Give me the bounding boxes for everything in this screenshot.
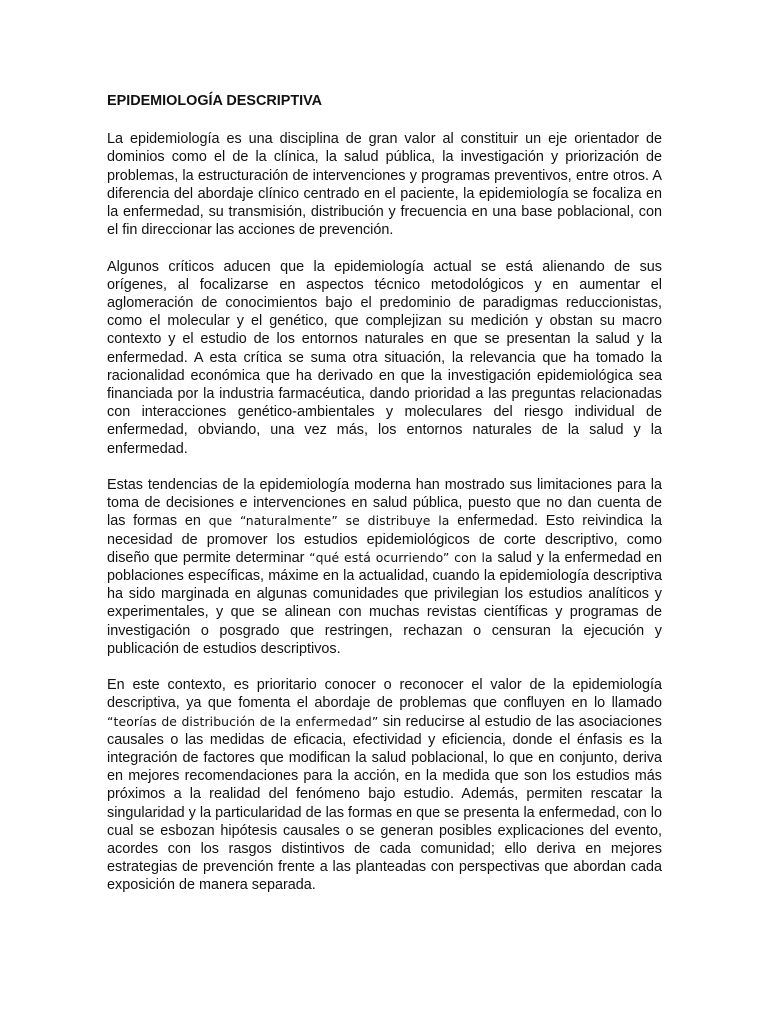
paragraph-3-text-c: salud y la enfermedad en poblaciones específicas, máxime en la actualidad, cuando la epidemiología descriptiva ha sido marginada en algunas comunidades que privilegian los estudios analíticos y experimentales, y que se alinean con muchas revistas científicas y programas de investigación o posgrado que restringen, rechazan o censuran la ejecución y publicación de estudios descriptivos. bbox=[107, 549, 662, 657]
document-page bbox=[107, 92, 662, 913]
document-title: EPIDEMIOLOGÍA DESCRIPTIVA bbox=[107, 93, 323, 109]
paragraph-3-text-a: Estas tendencias de la epidemiología moderna han mostrado sus limitaciones para la toma de decisiones e intervenciones en salud pública, puesto que no dan cuenta de las formas en bbox=[107, 477, 662, 530]
paragraph-4 bbox=[107, 676, 662, 894]
paragraph-3-quote-b: “qué está ocurriendo” con la bbox=[309, 549, 493, 565]
paragraph-4-text-a: En este contexto, es prioritario conocer o reconocer el valor de la epidemiología descriptiva, ya que fomenta el abordaje de problemas que confluyen en lo llamado bbox=[107, 677, 662, 712]
paragraph-4-text-b: sin reducirse al estudio de las asociaciones causales o las medidas de eficacia, efectividad y eficiencia, donde el énfasis es la integración de factores que modifican la salud poblacional, lo que en conjunto, deriva en mejores recomendaciones para la acción, en la medida que son los estudios más próximos a la realidad del fenómeno bajo estudio. Además, permiten rescatar la singularidad y la particularidad de las formas en que se presenta la enfermedad, con lo cual se esbozan hipótesis causales o se generan posibles explicaciones del evento, acordes con los rasgos distintivos de cada comunidad; ello deriva en mejores estrategias de prevención frente a las planteadas con perspectivas que abordan cada exposición de manera separada. bbox=[107, 713, 662, 894]
paragraph-4-quote: “teorías de distribución de la enfermedad” bbox=[107, 713, 379, 729]
paragraph-3-text-b: enfermedad. Esto reivindica la necesidad de promover los estudios epidemiológicos de corte descriptivo, como diseño que permite determinar bbox=[107, 513, 662, 566]
paragraph-3 bbox=[107, 476, 662, 658]
paragraph-1: La epidemiología es una disciplina de gran valor al constituir un eje orientador de dominios como el de la clínica, la salud pública, la investigación y priorización de problemas, la estructuración de intervenciones y programas preventivos, entre otros. A diferencia del abordaje clínico centrado en el paciente, la epidemiología se focaliza en la enfermedad, su transmisión, distribución y frecuencia en una base poblacional, con el fin direccionar las acciones de prevención. bbox=[107, 131, 662, 239]
paragraph-3-quote-a: que “naturalmente” se distribuye la bbox=[208, 513, 450, 529]
paragraph-2: Algunos críticos aducen que la epidemiología actual se está alienando de sus orígenes, al focalizarse en aspectos técnico metodológicos y en aumentar el aglomeración de conocimientos bajo el predominio de paradigmas reduccionistas, como el molecular y el genético, que complejizan su medición y obstan su macro contexto y el estudio de los entornos naturales en que se presentan la salud y la enfermedad. A esta crítica se suma otra situación, la relevancia que ha tomado la racionalidad económica que ha derivado en que la investigación epidemiológica sea financiada por la industria farmacéutica, dando prioridad a las preguntas relacionadas con interacciones genético-ambientales y moleculares del riesgo individual de enfermedad, obviando, una vez más, los entornos naturales de la salud y la enfermedad. bbox=[107, 258, 662, 457]
